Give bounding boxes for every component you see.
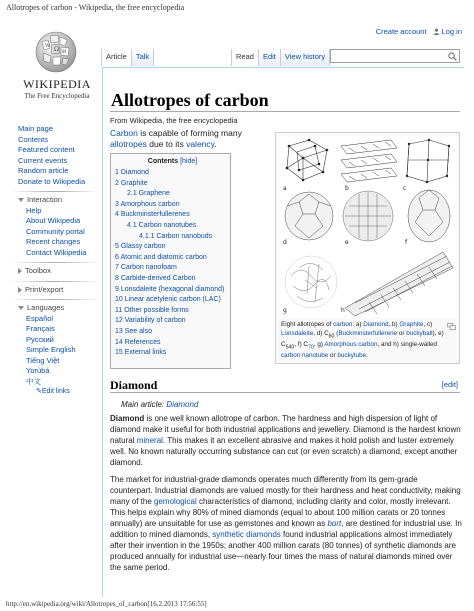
tab-edit[interactable]: Edit (258, 49, 280, 66)
tab-talk[interactable]: Talk (131, 49, 154, 66)
expand-arrow-icon (18, 268, 22, 274)
caption-sub: 60 (328, 332, 335, 339)
languages-heading-label: Languages (27, 303, 65, 312)
hatnote-label: Main article: (121, 400, 167, 409)
caption-text: ), e) C (281, 329, 444, 348)
figure-label-c: c (403, 185, 407, 192)
figure-label-g: g (283, 307, 287, 314)
caption-sub: 540 (285, 343, 295, 350)
languages-heading[interactable] (18, 303, 100, 314)
svg-text:И: И (62, 49, 67, 55)
caption-text: , g) (313, 340, 325, 348)
sidebar-interaction-item[interactable]: Help (26, 205, 42, 215)
caption-amorphous-link[interactable]: Amorphous carbon (324, 340, 378, 348)
expand-arrow-icon (18, 287, 22, 293)
view-tabs (231, 49, 330, 66)
caption-text: or (328, 351, 338, 359)
toc-item[interactable]: 4.1 Carbon nanotubes (127, 221, 197, 229)
diamond-structure (287, 140, 327, 180)
main-article-hatnote (121, 400, 198, 409)
main-article-link[interactable]: Diamond (166, 400, 199, 409)
caption-carbon-link[interactable]: carbon (333, 321, 353, 328)
caption-text: , c) (423, 321, 433, 328)
language-link[interactable]: 中文 (26, 376, 41, 386)
caption-text: : a) (352, 321, 364, 328)
svg-text:Ω: Ω (54, 46, 59, 53)
allotropes-figure (275, 132, 460, 364)
sidebar-nav-item[interactable]: Main page (18, 124, 54, 133)
toc-item[interactable]: 13 See also (115, 327, 152, 335)
graphite-structure (341, 140, 397, 182)
valency-link[interactable]: valency (186, 139, 215, 149)
bort-link[interactable]: bort (327, 519, 342, 528)
wikipedia-logo[interactable] (10, 20, 100, 108)
search-icon[interactable] (448, 52, 457, 61)
sidebar-divider (10, 281, 100, 282)
carbon-link[interactable]: Carbon (110, 128, 138, 138)
personal-tools (376, 27, 462, 36)
caption-buckytube-link[interactable]: buckytube (337, 351, 367, 359)
caption-text: , b) (388, 321, 400, 328)
log-in-link[interactable] (433, 27, 462, 36)
sidebar-interaction-item[interactable]: Recent changes (26, 237, 81, 246)
section-edit-link[interactable]: [edit] (441, 380, 458, 389)
toc-item[interactable]: 4 Buckminsterfullerenes (115, 211, 190, 219)
toc-item[interactable]: 10 Linear acetylenic carbon (LAC) (115, 296, 221, 304)
toc-item[interactable]: 1 Diamond (115, 169, 149, 176)
language-link[interactable]: Yorùbá (26, 366, 50, 375)
paragraph-text: found industrial applications almost immediately after their invention in the 1950s; another 400 million carats (80 tonnes) of synthetic diamonds are produced annually for industrial use—nearly four times the mass of natural diamonds mined over the same period. (110, 530, 456, 572)
title-divider (110, 111, 460, 112)
intro-paragraph (110, 128, 270, 150)
caption-graphite-link[interactable]: Graphite (399, 321, 424, 328)
amorphous-carbon-structure (285, 256, 337, 308)
print-header: Allotropes of carbon - Wikipedia, the free encyclopedia (6, 3, 185, 12)
toc-item[interactable]: 2.1 Graphene (127, 190, 170, 198)
allotropes-link[interactable]: allotropes (110, 139, 147, 149)
toc-item[interactable]: 2 Graphite (115, 179, 148, 187)
intro-text: is capable of forming many (137, 128, 242, 138)
paragraph-text: The market for industrial-grade diamonds operates much differently from its gem-grade counterpart. Industrial diamonds are valued mostly for their hardness and heat conductivity, making many of the (110, 475, 461, 506)
sidebar-interaction-item[interactable]: Contact Wikipedia (26, 247, 87, 257)
synthetic-diamonds-link[interactable]: synthetic diamonds (212, 530, 281, 539)
toc-item[interactable]: 4.1.1 Carbon nanobuds (139, 232, 213, 240)
search-input[interactable] (330, 49, 460, 63)
caption-sub: 70 (307, 343, 314, 350)
print-footer: http://en.wikipedia.org/wiki/Allotropes_of_carbon[16.2.2013 17:56:55] (6, 600, 207, 608)
caption-text: , d) C (313, 329, 329, 337)
sidebar-nav-item[interactable]: Featured content (18, 145, 75, 154)
mineral-link[interactable]: mineral (136, 436, 163, 445)
sidebar-divider (10, 262, 100, 263)
figure-label-b: b (345, 185, 349, 192)
print-export-heading[interactable] (18, 285, 100, 296)
tab-read[interactable]: Read (231, 49, 258, 66)
language-link[interactable]: Simple English (26, 345, 76, 354)
paragraph-text: is one well known allotrope of carbon. The hardness and high dispersion of light of diamond make it useful for both industrial applications and jewellery. Diamond is the hardest known natural (110, 414, 461, 445)
site-sub: From Wikipedia, the free encyclopedia (110, 116, 238, 125)
diamond-paragraph-2 (110, 474, 462, 573)
toc-item[interactable]: 7 Carbon nanofoam (115, 264, 177, 272)
toc-item[interactable]: 14 References (115, 338, 161, 346)
toc-title: Contents (147, 158, 179, 165)
svg-text:W: W (45, 43, 51, 49)
tab-view-history[interactable]: View history (280, 49, 330, 66)
toc-item[interactable]: 8 Carbide-derived Carbon (115, 274, 196, 282)
sidebar-interaction-item[interactable]: Community portal (26, 226, 85, 236)
toc-item[interactable]: 15 External links (115, 349, 167, 357)
sidebar-nav-item[interactable]: Current events (18, 155, 68, 165)
bold-term: Diamond (110, 414, 145, 423)
language-link[interactable]: Français (26, 324, 55, 333)
sidebar-divider (10, 299, 100, 300)
namespace-tabs (101, 49, 154, 66)
toc-item[interactable]: 5 Glassy carbon (115, 243, 166, 251)
logo-wordmark: WIKIPEDIA (23, 77, 91, 91)
print-export-label: Print/export (25, 284, 64, 294)
interaction-heading[interactable] (18, 195, 100, 206)
table-of-contents (110, 153, 231, 369)
wikipedia-globe-icon (34, 28, 78, 74)
diamond-paragraph-1 (110, 413, 462, 468)
caption-text: or (397, 329, 407, 337)
toolbox-heading[interactable] (18, 266, 100, 277)
paragraph-text: , are destined for industrial use. In addition to mined diamonds, (110, 519, 462, 539)
collapse-arrow-icon (18, 198, 24, 202)
sidebar-divider (10, 191, 100, 192)
toc-heading (115, 158, 230, 165)
section-divider (110, 392, 460, 393)
caption-lonsdaleite-link[interactable]: Lonsdaleite (281, 329, 314, 337)
toc-item[interactable]: 3 Amorphous carbon (115, 200, 180, 208)
caption-buckminsterfullerene-link[interactable]: Buckminsterfullerene (338, 329, 398, 337)
c70-structure (408, 190, 450, 242)
caption-text: ( (334, 329, 339, 337)
collapse-arrow-icon (18, 306, 24, 310)
toc-item[interactable]: 11 Other possible forms (115, 306, 189, 314)
figure-caption (281, 321, 453, 360)
toc-item[interactable]: 12 Variability of carbon (115, 317, 186, 325)
toc-item[interactable]: 9 Lonsdaleite (hexagonal diamond) (115, 285, 225, 293)
section-heading-diamond: Diamond (110, 378, 158, 392)
sidebar (18, 124, 100, 397)
edit-links[interactable]: ✎Edit links (36, 388, 70, 395)
caption-buckyball-link[interactable]: buckyball (406, 329, 433, 337)
intro-text: due to its (146, 139, 187, 149)
sidebar-nav-item[interactable]: Random article (18, 166, 69, 175)
language-link[interactable]: Русский (26, 334, 54, 344)
language-link[interactable]: Tiếng Việt (26, 355, 60, 365)
figure-label-a: a (283, 185, 287, 192)
allotropes-image[interactable] (279, 136, 456, 318)
sidebar-nav-item[interactable]: Donate to Wikipedia (18, 176, 86, 186)
sidebar-nav-item[interactable]: Contents (18, 134, 49, 144)
c540-structure (343, 191, 393, 241)
toolbox-label: Toolbox (25, 266, 51, 275)
tab-article[interactable]: Article (101, 49, 131, 66)
paragraph-text: . This makes it an excellent abrasive and makes it hold polish and luster extremely well. No known naturally occurring substance can cut (or even scratch) a diamond, except another diamond. (110, 436, 458, 467)
caption-text: , f) C (294, 340, 308, 348)
caption-diamond-link[interactable]: Diamond (363, 321, 389, 328)
intro-text: . (214, 139, 217, 149)
caption-nanotube-link[interactable]: carbon nanotube (281, 351, 329, 359)
figure-label-d: d (283, 239, 287, 246)
gemological-link[interactable]: gemological (154, 497, 197, 506)
page-title: Allotropes of carbon (111, 90, 269, 110)
caption-text: Eight allotropes of (281, 321, 334, 328)
paragraph-text: characteristics of diamond, including clarity and color, mostly irrelevant. This helps explain why 80% of mined diamonds (equal to about 100 million carats or 20 tonnes annually) are unsuitable for use as gemstones and known as (110, 497, 451, 528)
user-icon (433, 28, 440, 35)
edit-links-label: Edit links (41, 388, 70, 395)
c60-structure (285, 192, 333, 240)
caption-text: , and h) single-walled (377, 340, 438, 348)
toc-item[interactable]: 6 Atomic and diatomic carbon (115, 253, 207, 261)
caption-text: . (366, 351, 368, 359)
interaction-heading-label: Interaction (27, 195, 63, 204)
log-in-label: Log in (441, 27, 462, 36)
nanotube-structure (345, 252, 453, 316)
toc-hide-toggle[interactable]: [hide] (180, 158, 198, 165)
logo-tagline: The Free Encyclopedia (24, 92, 90, 100)
create-account-link[interactable]: Create account (375, 27, 427, 36)
figure-label-f: f (405, 239, 408, 246)
figure-label-h: h (341, 307, 345, 314)
figure-label-e: e (345, 239, 349, 246)
language-link[interactable]: Español (26, 313, 54, 323)
sidebar-interaction-item[interactable]: About Wikipedia (26, 216, 81, 225)
